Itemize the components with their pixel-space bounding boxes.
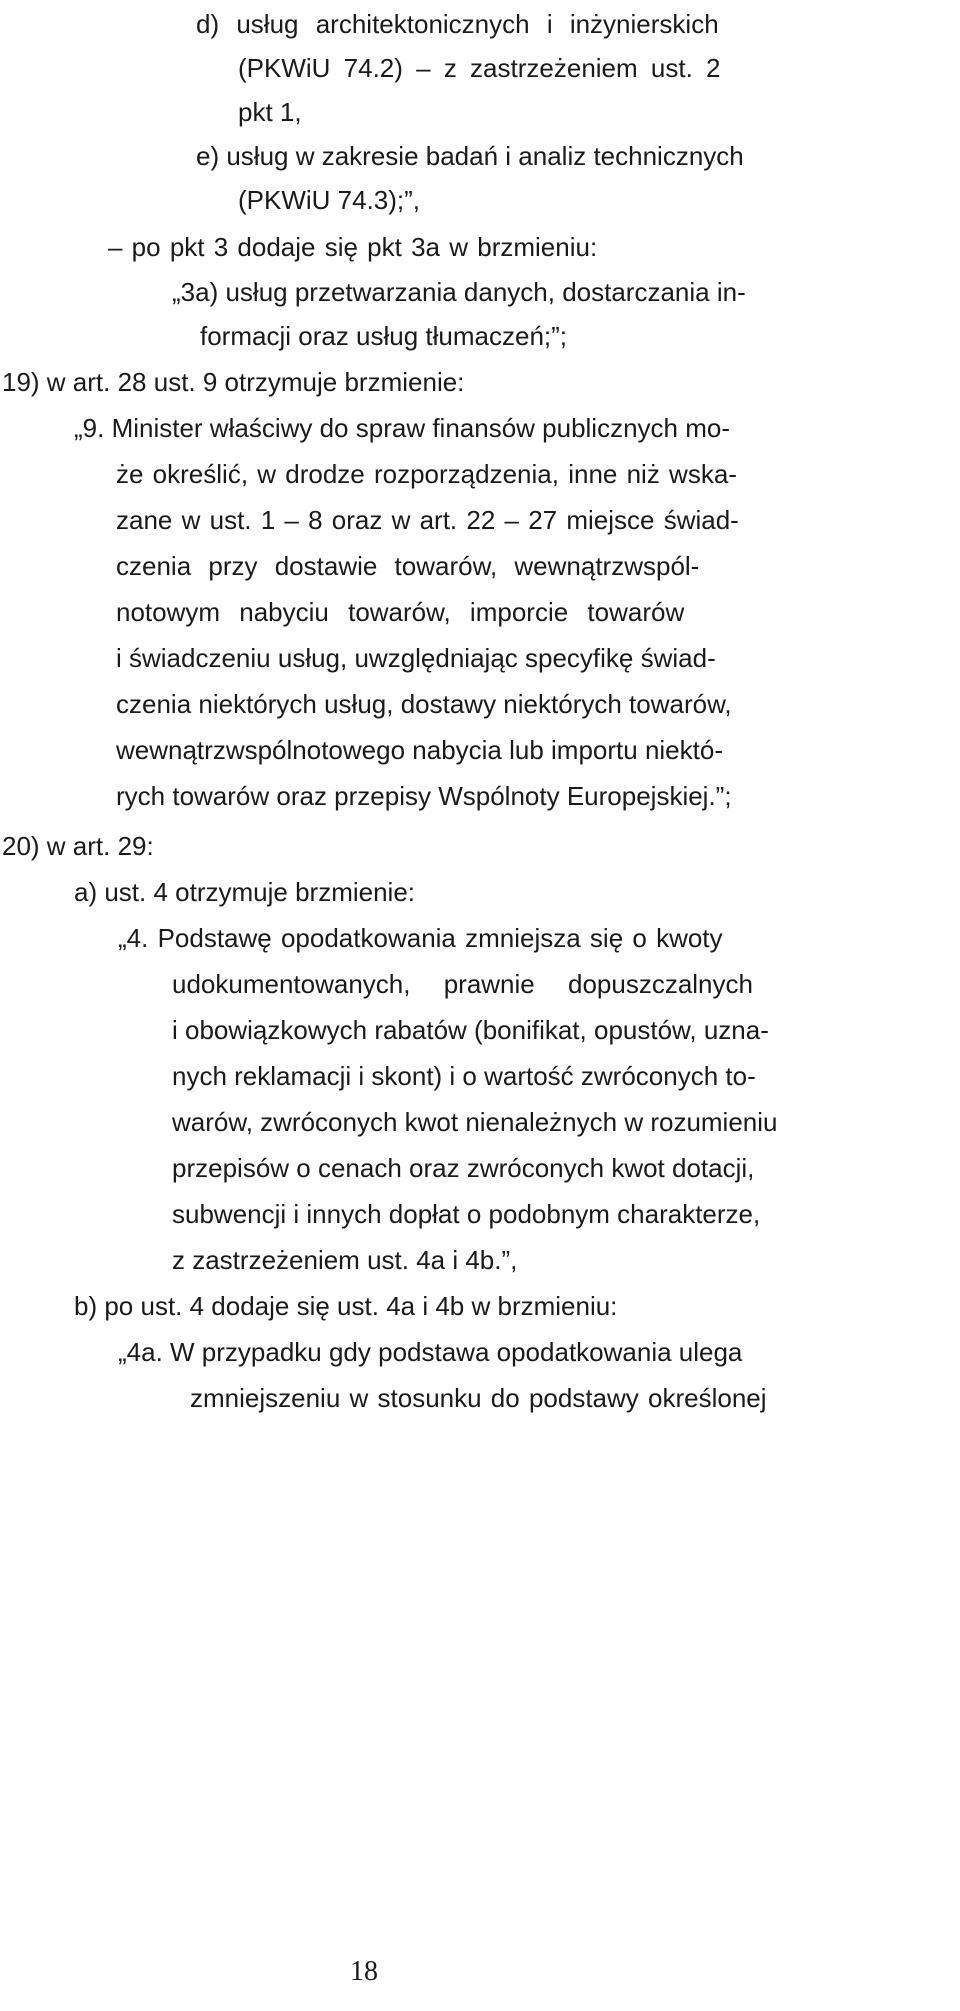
text-line: rych towarów oraz przepisy Wspólnoty Europejskiej.”; <box>116 781 732 811</box>
text-line: czenia przy dostawie towarów, wewnątrzwspól- <box>116 551 700 581</box>
text-line: formacji oraz usług tłumaczeń;”; <box>200 321 568 351</box>
text-line: zmniejszeniu w stosunku do podstawy określonej <box>190 1383 767 1413</box>
text-line: – po pkt 3 dodaje się pkt 3a w brzmieniu: <box>108 232 598 262</box>
text-line: „9. Minister właściwy do spraw finansów publicznych mo- <box>74 413 731 443</box>
text-line: że określić, w drodze rozporządzenia, inne niż wska- <box>116 459 737 489</box>
text-line: a) ust. 4 otrzymuje brzmienie: <box>74 877 416 907</box>
text-line: przepisów o cenach oraz zwróconych kwot dotacji, <box>172 1153 755 1183</box>
text-line: „4. Podstawę opodatkowania zmniejsza się o kwoty <box>118 923 723 953</box>
text-line: b) po ust. 4 dodaje się ust. 4a i 4b w brzmieniu: <box>74 1291 618 1321</box>
text-line: subwencji i innych dopłat o podobnym charakterze, <box>172 1199 761 1229</box>
text-line: nych reklamacji i skont) i o wartość zwróconych to- <box>172 1061 756 1091</box>
text-line: czenia niektórych usług, dostawy niektórych towarów, <box>116 689 732 719</box>
text-line: d) usług architektonicznych i inżynierskich <box>196 9 719 39</box>
text-line: zane w ust. 1 – 8 oraz w art. 22 – 27 miejsce świad- <box>116 505 739 535</box>
text-line: (PKWiU 74.3);”, <box>238 185 421 215</box>
text-line: i świadczeniu usług, uwzględniając specyfikę świad- <box>116 643 716 673</box>
text-line: „3a) usług przetwarzania danych, dostarczania in- <box>172 277 746 307</box>
text-line: e) usług w zakresie badań i analiz technicznych <box>196 141 744 171</box>
text-line: 20) w art. 29: <box>2 831 154 861</box>
text-line: 19) w art. 28 ust. 9 otrzymuje brzmienie: <box>2 367 465 397</box>
text-line: udokumentowanych, prawnie dopuszczalnych <box>172 969 753 999</box>
text-line: i obowiązkowych rabatów (bonifikat, opustów, uzna- <box>172 1015 769 1045</box>
page-number: 18 <box>350 1956 378 1987</box>
text-line: warów, zwróconych kwot nienależnych w rozumieniu <box>172 1107 778 1137</box>
text-line <box>196 6 947 42</box>
text-line: z zastrzeżeniem ust. 4a i 4b.”, <box>172 1245 518 1275</box>
text-line: (PKWiU 74.2) – z zastrzeżeniem ust. 2 <box>238 53 721 83</box>
text-line: wewnątrzwspólnotowego nabycia lub importu niektó- <box>116 735 723 765</box>
text-line: notowym nabyciu towarów, imporcie towarów <box>116 597 685 627</box>
text-line: „4a. W przypadku gdy podstawa opodatkowania ulega <box>118 1337 743 1367</box>
text-line: pkt 1, <box>238 97 302 127</box>
